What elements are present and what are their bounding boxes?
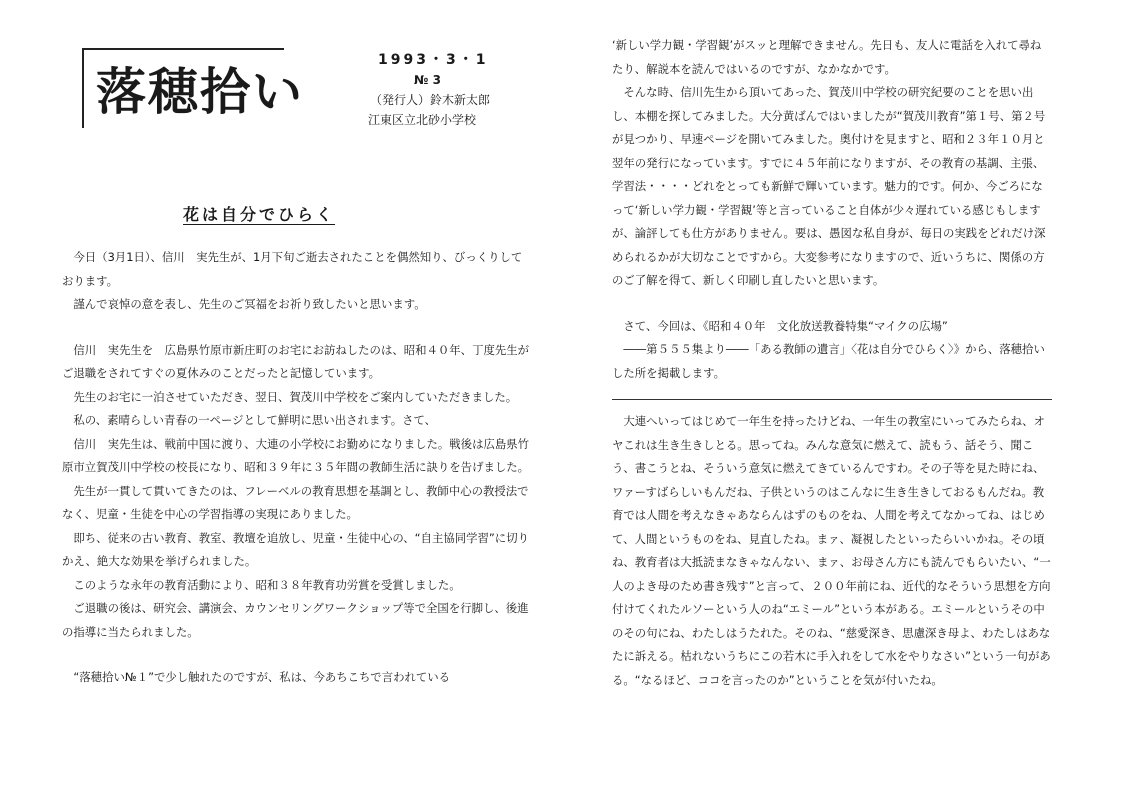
paragraph: 信川 実先生は、戦前中国に渡り、大連の小学校にお勤めになりました。戦後は広島県竹原市立賀茂川中学校の校長になり、昭和３９年に３５年間の教師生活に訣りを告げました。 bbox=[62, 436, 530, 474]
spacer bbox=[62, 317, 532, 339]
section-title: 花は自分でひらく bbox=[183, 205, 336, 224]
divider bbox=[612, 399, 1052, 400]
paragraph: 即ち、従来の古い教育、教室、教壇を追放し、児童・生徒中心の、“自主協同学習”に切りかえ、絶大な効果を挙げられました。 bbox=[62, 530, 529, 568]
masthead bbox=[82, 48, 304, 130]
spacer bbox=[62, 644, 532, 666]
paragraph: そんな時、信川先生から頂いてあった、賀茂川中学校の研究紀要のことを思い出し、本棚を探してみました。大分黄ばんではいましたが“賀茂川教育”第１号、第２号が見つかり、早速ページを開いてみました。奥付けを見ますと、昭和２３年１０月と翌年の発行になっています。すでに４５年前になりますが、その教育の基調、主張、学習法・・・・どれをとっても新鮮で輝いています。魅力的です。何か、今ごろになって‘新しい学力観・学習観’等と言っていること自体が少々遅れている感じもしますが、論評しても仕方がありません。要は、愚図な私自身が、毎日の実践をどれだけ深められるかが大切なことですから。大変参考になりますので、近いうちに、関係の方のご了解を得て、新しく印刷し直したいと思います。 bbox=[612, 85, 1046, 287]
paragraph: 先生のお宅に一泊させていただき、翌日、賀茂川中学校をご案内していただきました。 bbox=[73, 389, 518, 404]
issue-info bbox=[362, 50, 522, 130]
quoted-paragraph: 大連へいってはじめて一年生を持ったけどね、一年生の教室にいってみたらね、オヤこれは生き生きしとる。思ってね。みんな意気に燃えて、読もう、話そう、聞こう、書こうとね、そういう意気に燃えてきているんですわ。その子等を見た時にね、ワァーすばらしいもんだね、子供というのはこんなに生き生きしておるもんだね。教育では人間を考えなきゃあならんはずのものをね、人間を考えてなかってね、はじめて、人間というものをね、見直したね。まァ、凝視したといったらいいかね。その頃ね、教育者は大抵読まなきゃなんない、まァ、お母さん方にも読んでもらいたい、“一人のよき母のため書き残す”と言って、２００年前にね、近代的なそういう思想を方向付けてくれたルソーという人のね“エミール”という本がある。エミールというその中のその句にね、わたしはうたれた。そのね、“慈愛深き、思慮深き母よ、わたしはあなたに訴える。枯れないうちにこの若木に手入れをして水をやりなさい”という一句がある。“なるほど、ココを言ったのか”ということを気が付いたね。 bbox=[612, 414, 1051, 687]
school-name: 江東区立北砂小学校 bbox=[368, 113, 477, 127]
right-column bbox=[612, 34, 1052, 692]
spacer bbox=[612, 293, 1052, 315]
paragraph: 信川 実先生を 広島県竹原市新庄町のお宅にお訪ねしたのは、昭和４０年、丁度先生がご退職をされてすぐの夏休みのことだったと記憶しています。 bbox=[62, 342, 530, 380]
paragraph: 先生が一貫して貫いてきたのは、フレーベルの教育思想を基調とし、教師中心の教授法でなく、児童・生徒を中心の学習指導の実現にありました。 bbox=[62, 483, 529, 521]
paragraph: ‘新しい学力観・学習観’がスッと理解できません。先日も、友人に電話を入れて尋ねたり、解説本を読んではいるのですが、なかなかです。 bbox=[612, 38, 1042, 76]
paragraph: このような永年の教育活動により、昭和３８年教育功労賞を受賞しました。 bbox=[73, 577, 461, 592]
paragraph: 今日（3月1日）、信川 実先生が、1月下旬ご逝去されたことを偶然知り、びっくりしております。 bbox=[62, 250, 523, 288]
paragraph: さて、今回は、《昭和４０年 文化放送教養特集“マイクの広場” bbox=[623, 318, 948, 333]
paragraph: ――第５５５集より――「ある教師の遺言」〈花は自分でひらく〉》から、落穂拾いした所を掲載します。 bbox=[612, 342, 1045, 380]
paragraph: 謹んで哀悼の意を表し、先生のご冥福をお祈り致したいと思います。 bbox=[73, 297, 426, 311]
issue-number: № 3 bbox=[414, 73, 441, 87]
publisher: （発行人）鈴木新太郎 bbox=[370, 93, 491, 107]
issue-date: 1993・3・1 bbox=[378, 52, 489, 68]
left-column bbox=[62, 246, 532, 690]
paragraph: “落穂拾い№１”で少し触れたのですが、私は、今あちこちで言われている bbox=[73, 670, 451, 684]
paragraph: ご退職の後は、研究会、講演会、カウンセリングワークショップ等で全国を行脚し、後進の指導に当たられました。 bbox=[62, 601, 529, 639]
masthead-title: 落穂拾い bbox=[96, 62, 304, 121]
paragraph: 私の、素晴らしい青春の一ページとして鮮明に思い出されます。さて、 bbox=[73, 413, 437, 427]
